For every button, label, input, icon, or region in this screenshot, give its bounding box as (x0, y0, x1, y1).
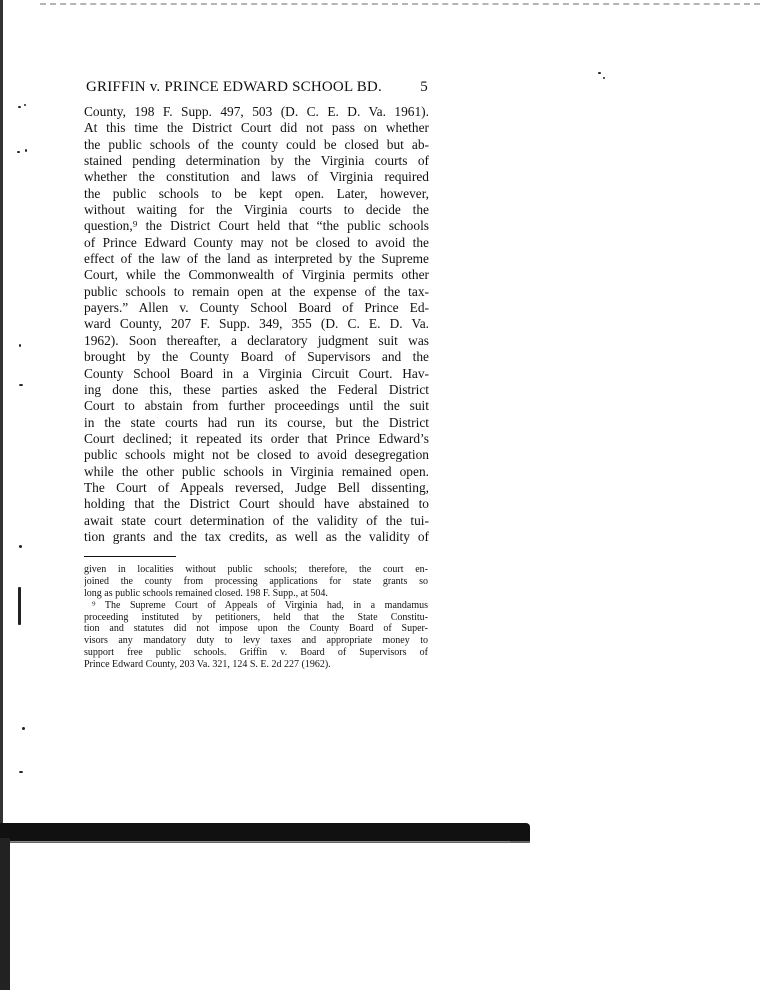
footnote-line: Prince Edward County, 203 Va. 321, 124 S. E. 2d 227 (1962). (84, 659, 331, 671)
body-line: County, 198 F. Supp. 497, 503 (D. C. E. D. Va. 1961). (84, 104, 429, 119)
footnote-line: tion and statutes did not impose upon the County Board of Super- (84, 623, 428, 635)
body-line: Court, while the Commonwealth of Virginia permits other (84, 267, 429, 283)
footnote-line: given in localities without public schools; therefore, the court en- (84, 564, 428, 575)
body-text (84, 104, 429, 545)
body-line: the public schools of the county could be closed but ab- (84, 136, 429, 152)
footnote-line: joined the county from processing applications for state grants so (84, 575, 428, 587)
body-line: At this time the District Court did not pass on whether (84, 120, 429, 136)
body-line: ward County, 207 F. Supp. 349, 355 (D. C. E. D. Va. (84, 316, 429, 332)
body-line: await state court determination of the validity of the tui- (84, 512, 429, 528)
scan-edge-top (40, 3, 760, 5)
body-line: Court declined; it repeated its order that Prince Edward’s (84, 430, 429, 446)
footnote-line: ⁹ The Supreme Court of Appeals of Virginia had, in a mandamus (92, 599, 428, 611)
footnote-line: support free public schools. Griffin v. Board of Supervisors of (84, 647, 428, 659)
footnote-line: visors any mandatory duty to levy taxes and appropriate money to (84, 635, 428, 647)
scan-speck (19, 344, 21, 347)
body-line: The Court of Appeals reversed, Judge Bell dissenting, (84, 479, 429, 495)
scan-speck (19, 384, 23, 386)
body-line: 1962). Soon thereafter, a declaratory judgment suit was (84, 332, 429, 348)
footnote-rule (84, 556, 176, 557)
body-line: in the state courts had run its course, but the District (84, 414, 429, 430)
body-line: ing done this, these parties asked the Federal District (84, 381, 429, 397)
scan-speck (24, 104, 26, 106)
footnotes (84, 564, 428, 671)
scan-speck (19, 545, 22, 548)
scan-speck (18, 106, 21, 108)
body-line: of Prince Edward County may not be closed to avoid the (84, 234, 429, 250)
body-line: public schools might not be closed to avoid desegregation (84, 447, 429, 463)
body-line: without waiting for the Virginia courts to decide the (84, 202, 429, 218)
scan-bottom-band (0, 823, 530, 841)
running-head-title: GRIFFIN v. PRINCE EDWARD SCHOOL BD. (86, 79, 382, 95)
scan-edge-shadow (0, 838, 10, 990)
scan-bottom-line (10, 841, 510, 842)
body-line: County School Board in a Virginia Circuit Court. Hav- (84, 365, 429, 381)
body-line: whether the constitution and laws of Virginia required (84, 169, 429, 185)
scan-speck (25, 149, 27, 152)
body-line: brought by the County Board of Supervisors and the (84, 349, 429, 365)
scan-speck (18, 587, 21, 625)
scan-speck (19, 771, 23, 773)
footnote-line: proceeding instituted by petitioners, held that the State Constitu- (84, 611, 428, 623)
body-line: Court to abstain from further proceedings until the suit (84, 398, 429, 414)
scan-speck (17, 151, 20, 153)
body-line: effect of the law of the land as interpreted by the Supreme (84, 251, 429, 267)
footnote-line: long as public schools remained closed. 198 F. Supp., at 504. (84, 587, 328, 599)
scan-speck (603, 77, 605, 79)
body-line: the public schools to be kept open. Later, however, (84, 185, 429, 201)
body-line: holding that the District Court should have abstained to (84, 496, 429, 512)
body-line: question,⁹ the District Court held that “the public schools (84, 218, 429, 234)
body-line: tion grants and the tax credits, as well as the validity of (84, 528, 429, 544)
body-line: while the other public schools in Virginia remained open. (84, 463, 429, 479)
page-number: 5 (420, 79, 428, 95)
body-line: public schools to remain open at the expense of the tax- (84, 283, 429, 299)
scan-speck (598, 72, 601, 74)
body-line: payers.” Allen v. County School Board of Prince Ed- (84, 300, 429, 316)
body-line: stained pending determination by the Virginia courts of (84, 153, 429, 169)
scan-speck (22, 727, 25, 730)
